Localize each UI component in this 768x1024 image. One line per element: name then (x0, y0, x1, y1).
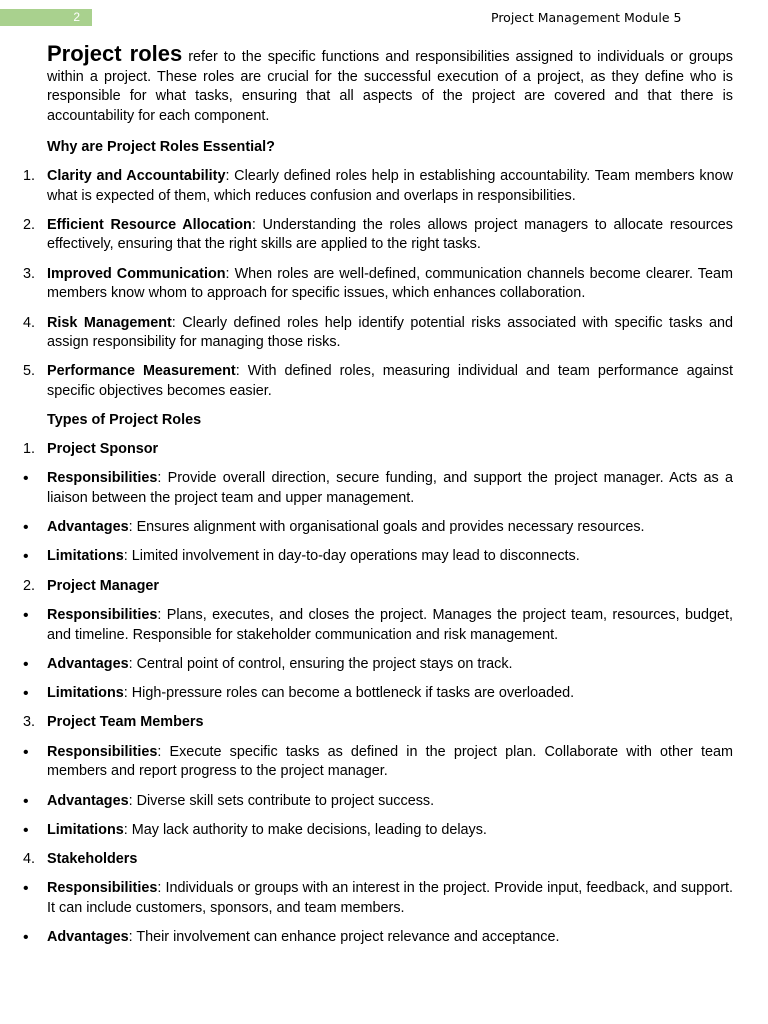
point-description: : Their involvement can enhance project relevance and acceptance. (128, 929, 560, 946)
intro-lead-term: Project roles (47, 41, 183, 66)
point-term: Limitations (47, 685, 124, 702)
essential-item (23, 265, 733, 304)
item-description: : Clearly defined roles help in establishing accountability. Team members know what is expected of them, which reduces confusion and overlaps in responsibilities. (47, 167, 733, 204)
bullet-icon: • (23, 655, 29, 673)
point-description: : Plans, executes, and closes the project. Manages the project team, resources, budget, and timeline. Responsible for stakeholder communication and risk management. (47, 606, 733, 643)
item-number: 4. (23, 314, 36, 331)
bullet-icon: • (23, 821, 29, 839)
item-term: Performance Measurement (47, 363, 236, 380)
essential-heading: Why are Project Roles Essential? (47, 139, 275, 156)
role-title: Stakeholders (47, 851, 138, 868)
point-description: : Limited involvement in day-to-day operations may lead to disconnects. (123, 548, 580, 565)
essential-item (23, 314, 733, 353)
item-term: Improved Communication (47, 265, 226, 282)
page-number-tab (0, 9, 92, 26)
role-bullet-point (23, 879, 733, 918)
item-description: : With defined roles, measuring individual and team performance against specific objectives becomes easier. (47, 363, 733, 400)
intro-paragraph (47, 41, 733, 126)
item-term: Clarity and Accountability (47, 167, 226, 184)
role-bullet-point (23, 684, 733, 704)
types-list (23, 440, 733, 948)
role-title: Project Sponsor (47, 440, 159, 457)
role-bullet-point (23, 606, 733, 645)
point-term: Advantages (47, 519, 129, 536)
point-description: : Diverse skill sets contribute to project success. (128, 792, 435, 809)
bullet-icon: • (23, 792, 29, 810)
bullet-icon: • (23, 470, 29, 488)
item-number: 2. (23, 216, 36, 233)
item-number: 3. (23, 265, 36, 282)
item-description: : Understanding the roles allows project managers to allocate resources effectively, ensuring that the right skills are applied to the right tasks. (47, 216, 733, 253)
point-description: : May lack authority to make decisions, leading to delays. (123, 821, 487, 838)
essential-item (23, 167, 733, 206)
role-number: 3. (23, 714, 36, 731)
point-term: Advantages (47, 792, 129, 809)
essential-list (23, 167, 733, 402)
role-number: 1. (23, 440, 36, 457)
point-description: : Provide overall direction, secure funding, and support the project manager. Acts as a liaison between the project team and upper management. (47, 470, 733, 506)
point-term: Responsibilities (47, 606, 158, 623)
document-body (23, 41, 733, 958)
role-number: 2. (23, 577, 36, 594)
bullet-icon: • (23, 929, 29, 947)
role-title: Project Team Members (47, 714, 204, 731)
role-bullet-point (23, 469, 733, 508)
point-term: Limitations (47, 821, 124, 838)
point-description: : High-pressure roles can become a bottleneck if tasks are overloaded. (123, 685, 575, 702)
point-description: : Execute specific tasks as defined in the project plan. Collaborate with other team members and report progress to the project manager. (47, 743, 733, 780)
types-heading: Types of Project Roles (47, 412, 202, 429)
essential-item (23, 362, 733, 401)
role-number: 4. (23, 851, 36, 868)
essential-item (23, 216, 733, 255)
item-term: Risk Management (47, 314, 172, 331)
role-bullet-point (23, 821, 733, 841)
bullet-icon: • (23, 880, 29, 898)
item-term: Efficient Resource Allocation (47, 216, 252, 233)
role-bullet-point (23, 518, 733, 538)
role-heading (23, 713, 733, 733)
item-number: 1. (23, 167, 36, 184)
point-term: Responsibilities (47, 880, 158, 897)
role-bullet-point (23, 928, 733, 948)
role-bullet-point (23, 547, 733, 567)
role-bullet-point (23, 743, 733, 782)
bullet-icon: • (23, 606, 29, 624)
role-heading (23, 850, 733, 870)
role-bullet-point (23, 655, 733, 675)
point-description: : Ensures alignment with organisational goals and provides necessary resources. (128, 519, 645, 536)
bullet-icon: • (23, 548, 29, 566)
bullet-icon: • (23, 519, 29, 537)
point-term: Advantages (47, 655, 129, 672)
point-term: Responsibilities (47, 470, 158, 487)
page-number: 2 (73, 10, 80, 24)
point-term: Limitations (47, 548, 124, 565)
point-description: : Individuals or groups with an interest in the project. Provide input, feedback, and support. It can include customers, sponsors, and team members. (47, 880, 733, 916)
role-heading (23, 577, 733, 597)
bullet-icon: • (23, 685, 29, 703)
point-term: Responsibilities (47, 743, 158, 760)
running-header: Project Management Module 5 (491, 10, 682, 25)
bullet-icon: • (23, 743, 29, 761)
intro-text: refer to the specific functions and responsibilities assigned to individuals or groups within a project. These roles are crucial for the successful execution of a project, as they define who is responsible for what tasks, ensuring that all aspects of the project are covered and that there is accountability for each component. (47, 49, 733, 124)
role-bullet-point (23, 792, 733, 812)
point-term: Advantages (47, 929, 129, 946)
point-description: : Central point of control, ensuring the project stays on track. (128, 655, 513, 672)
role-title: Project Manager (47, 577, 159, 594)
item-description: : Clearly defined roles help identify potential risks associated with specific tasks and assign responsibility for managing those risks. (47, 314, 733, 351)
item-number: 5. (23, 363, 36, 380)
role-heading (23, 440, 733, 460)
item-description: : When roles are well-defined, communication channels become clearer. Team members know whom to approach for specific issues, which enhances collaboration. (47, 265, 733, 302)
